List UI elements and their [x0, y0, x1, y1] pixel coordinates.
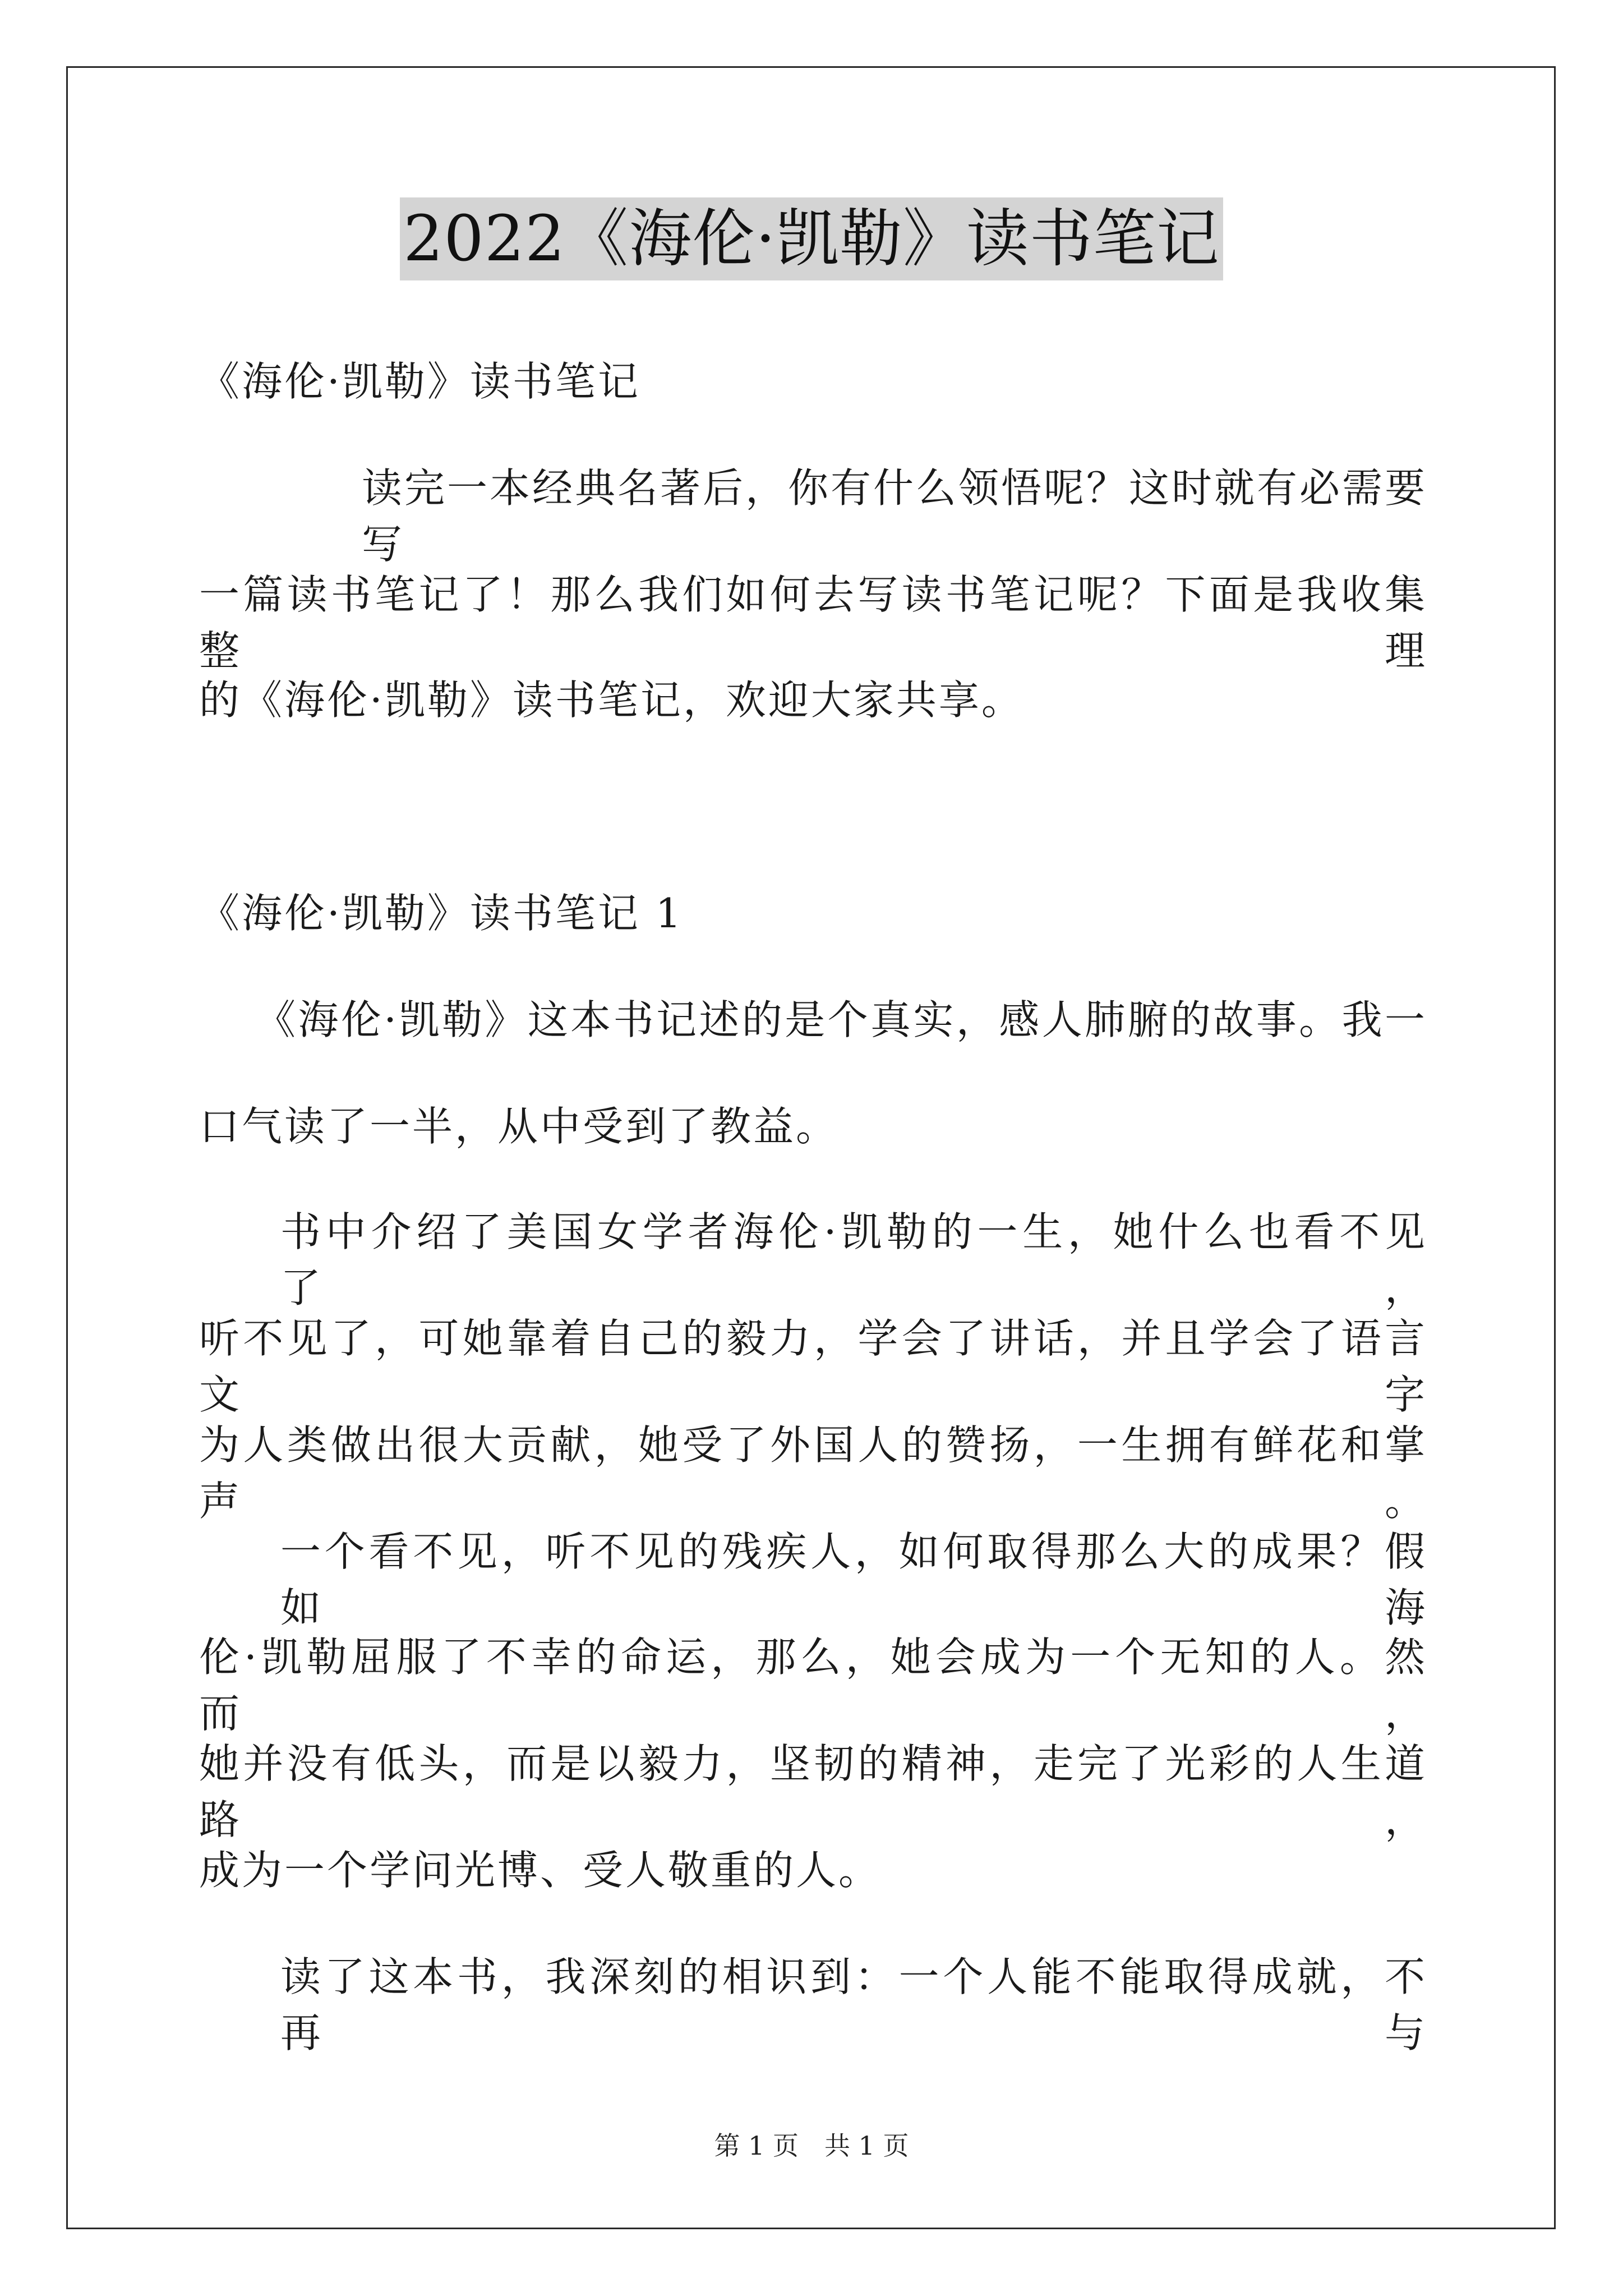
- body-line-4: 听不见了，可她靠着自己的毅力，学会了讲话，并且学会了语言文字: [199, 1315, 1427, 1418]
- intro-line-2: 一篇读书笔记了！那么我们如何去写读书笔记呢？下面是我收集整理: [199, 571, 1427, 674]
- intro-line-1: 读完一本经典名著后，你有什么领悟呢？这时就有必需要写: [362, 464, 1428, 568]
- body-line-3: 书中介绍了美国女学者海伦·凯勒的一生，她什么也看不见了，: [280, 1208, 1427, 1312]
- document-title: 2022《海伦·凯勒》读书笔记: [400, 197, 1223, 280]
- body-line-6: 一个看不见，听不见的残疾人，如何取得那么大的成果？假如海: [280, 1528, 1427, 1631]
- intro-line-3: 的《海伦·凯勒》读书笔记，欢迎大家共享。: [199, 677, 1024, 724]
- body-line-10: 读了这本书，我深刻的相识到：一个人能不能取得成就，不再与: [280, 1953, 1427, 2056]
- section-heading: 《海伦·凯勒》读书笔记 1: [199, 890, 684, 937]
- body-line-5: 为人类做出很大贡献，她受了外国人的赞扬，一生拥有鲜花和掌声。: [199, 1421, 1427, 1525]
- title-container: [0, 197, 1623, 280]
- body-line-9: 成为一个学问光博、受人敬重的人。: [199, 1847, 882, 1894]
- body-line-7: 伦·凯勒屈服了不幸的命运，那么，她会成为一个无知的人。然而，: [199, 1634, 1427, 1737]
- page-footer: 第 1 页 共 1 页: [714, 2131, 909, 2161]
- body-line-2: 口气读了一半，从中受到了教益。: [199, 1103, 839, 1150]
- body-line-8: 她并没有低头，而是以毅力，坚韧的精神，走完了光彩的人生道路，: [199, 1740, 1427, 1843]
- body-line-1: 《海伦·凯勒》这本书记述的是个真实，感人肺腑的故事。我一: [255, 996, 1427, 1043]
- intro-heading: 《海伦·凯勒》读书笔记: [199, 358, 640, 405]
